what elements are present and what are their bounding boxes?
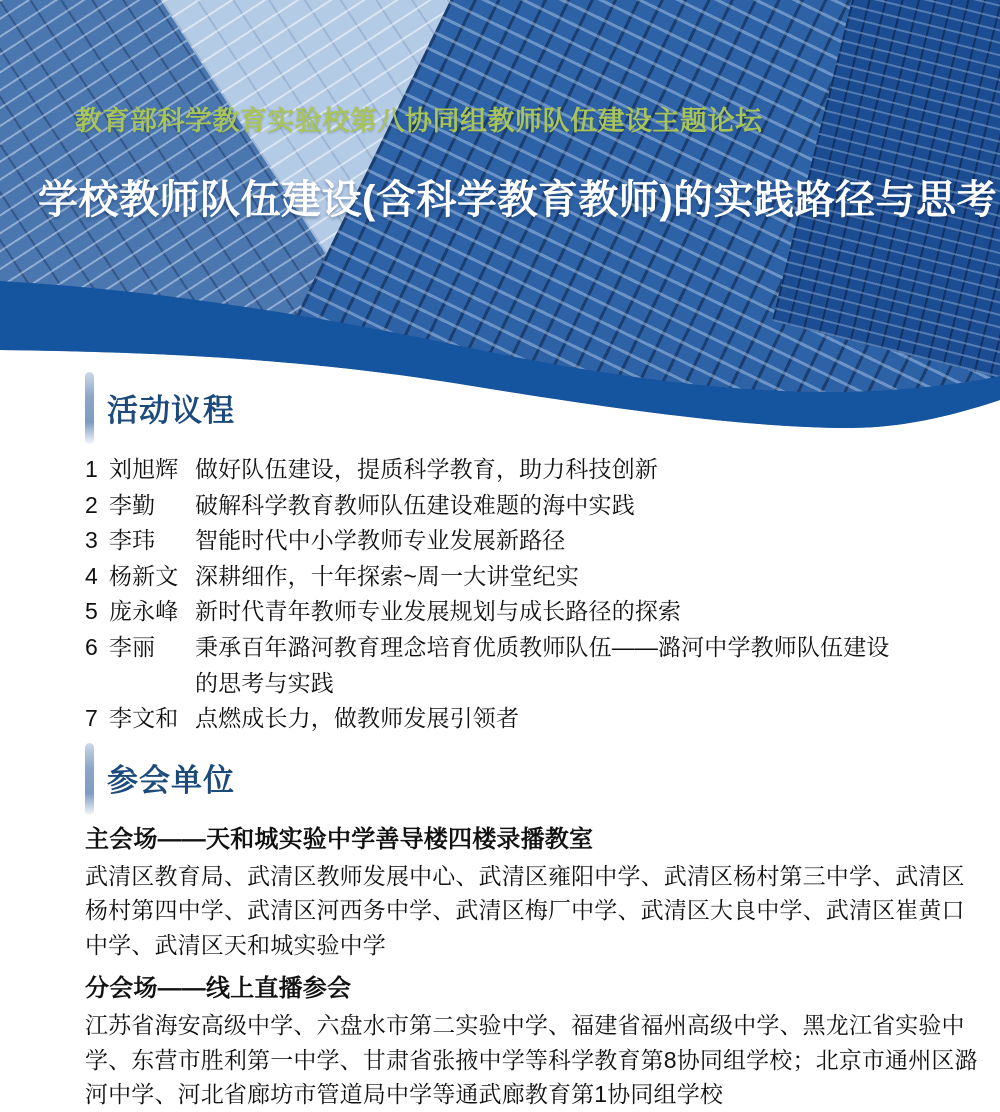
agenda-item-number: 1 xyxy=(85,456,98,482)
section-accent-bar xyxy=(85,743,94,815)
agenda-talk-title: 智能时代中小学教师专业发展新路径 xyxy=(195,527,566,554)
agenda-talk-title: 秉承百年潞河教育理念培育优质教师队伍——潞河中学教师队伍建设的思考与实践 xyxy=(195,633,890,696)
participants-heading: 参会单位 xyxy=(107,763,235,799)
agenda-item-number: 4 xyxy=(85,562,98,589)
agenda-talk-title: 点燃成长力，做教师发展引领者 xyxy=(195,705,520,732)
agenda-speaker-name: 李勤 xyxy=(109,491,156,518)
agenda-item xyxy=(85,594,980,630)
main-venue-schools: 武清区教育局、武清区教师发展中心、武清区雍阳中学、武清区杨村第三中学、武清区杨村第四中学、武清区河西务中学、武清区梅厂中学、武清区大良中学、武清区崔黄口中学、武清区天和城实验中学 xyxy=(85,862,965,958)
agenda-item-number: 5 xyxy=(85,598,98,625)
agenda-item xyxy=(85,452,980,488)
agenda-talk-title: 做好队伍建设，提质科学教育，助力科技创新 xyxy=(195,456,658,482)
page-title: 学校教师队伍建设(含科学教育教师)的实践路径与思考 xyxy=(38,178,998,222)
agenda-item xyxy=(85,701,980,737)
agenda-item xyxy=(85,630,980,701)
agenda-item-number: 2 xyxy=(85,491,98,518)
agenda-section-header xyxy=(85,372,1000,442)
participants-section xyxy=(85,743,1000,1112)
agenda-speaker-name: 李丽 xyxy=(109,633,156,660)
agenda-list xyxy=(85,452,980,737)
agenda-item-number: 6 xyxy=(85,633,98,660)
agenda-heading: 活动议程 xyxy=(107,392,235,428)
poster-content xyxy=(0,372,1000,1112)
forum-tagline: 教育部科学教育实验校第八协同组教师队伍建设主题论坛 xyxy=(75,106,763,136)
agenda-item xyxy=(85,559,980,595)
agenda-talk-title: 破解科学教育教师队伍建设难题的海中实践 xyxy=(195,491,635,518)
branch-venue-schools: 江苏省海安高级中学、六盘水市第二实验中学、福建省福州高级中学、黑龙江省实验中学、东营市胜利第一中学、甘肃省张掖中学等科学教育第8协同组学校；北京市通州区潞河中学、河北省廊坊市管道局中学等通武廊教育第1协同组学校 xyxy=(85,1012,978,1108)
agenda-speaker-name: 刘旭辉 xyxy=(109,456,179,482)
agenda-speaker-name: 庞永峰 xyxy=(109,598,179,625)
agenda-item xyxy=(85,523,980,559)
branch-venue-label: 分会场——线上直播参会 xyxy=(85,975,352,1003)
agenda-talk-title: 新时代青年教师专业发展规划与成长路径的探索 xyxy=(195,598,682,625)
agenda-item-number: 7 xyxy=(85,705,98,732)
agenda-speaker-name: 李文和 xyxy=(109,705,179,732)
section-accent-bar xyxy=(85,372,94,444)
agenda-speaker-name: 杨新文 xyxy=(109,562,179,589)
participants-section-header xyxy=(85,743,1000,813)
agenda-speaker-name: 李玮 xyxy=(109,527,156,554)
main-venue-label: 主会场——天和城实验中学善导楼四楼录播教室 xyxy=(85,825,594,853)
agenda-talk-title: 深耕细作，十年探索~周一大讲堂纪实 xyxy=(195,562,579,589)
agenda-item xyxy=(85,488,980,524)
agenda-item-number: 3 xyxy=(85,527,98,554)
